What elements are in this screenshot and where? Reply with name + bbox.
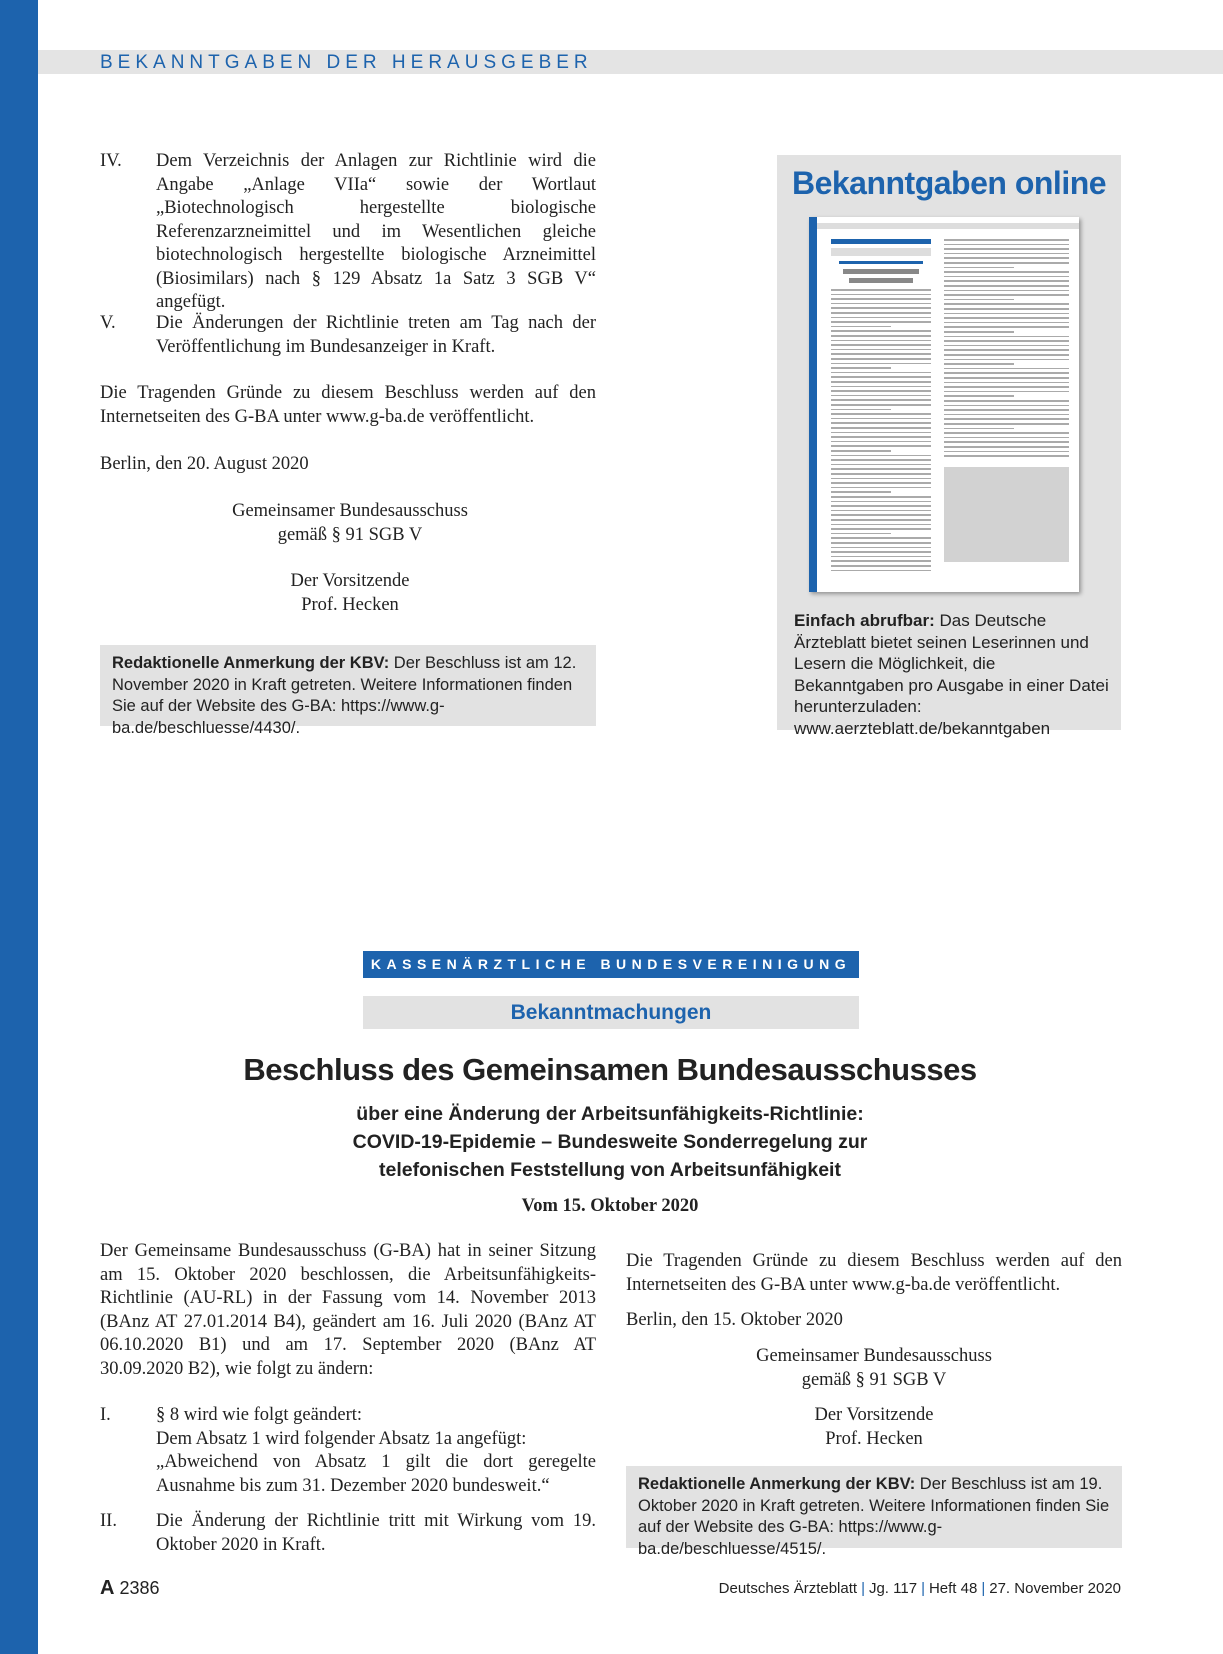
signature-name: Prof. Hecken bbox=[301, 594, 399, 615]
item-text: Die Änderungen der Richtlinie treten am Tag nach der Veröffentlichung im Bundesanzeiger in Kraft. bbox=[156, 313, 596, 357]
item-number: I. bbox=[100, 1405, 111, 1425]
item-number: V. bbox=[100, 313, 116, 333]
item-iv bbox=[100, 150, 596, 312]
item-text: Die Änderung der Richtlinie tritt mit Wirkung vom 19. Oktober 2020 in Kraft. bbox=[156, 1511, 596, 1555]
promo-title: Bekanntgaben online bbox=[791, 165, 1107, 201]
subtitle-line: telefonischen Feststellung von Arbeitsunfähigkeit bbox=[379, 1159, 841, 1181]
item-number: IV. bbox=[100, 151, 122, 171]
item-line: Dem Absatz 1 wird folgender Absatz 1a angefügt: bbox=[156, 1428, 527, 1449]
signature-org: Gemeinsamer Bundesausschuss bbox=[232, 501, 468, 521]
promo-label: Einfach abrufbar: bbox=[794, 611, 935, 630]
signature-org: Gemeinsamer Bundesausschuss bbox=[756, 1346, 992, 1366]
article-subtitle bbox=[300, 1100, 920, 1184]
category-bar: Bekanntmachungen bbox=[363, 996, 859, 1029]
signature-block bbox=[200, 500, 500, 617]
promo-body: Das Deutsche Ärzteblatt bietet seinen Leserinnen und Lesern die Möglichkeit, die Bekanntgaben pro Ausgabe in einer Datei herunterzuladen: www.aerzteblatt.de/bekanntgaben bbox=[794, 611, 1109, 738]
issue: Heft 48 bbox=[928, 1580, 978, 1597]
kbv-org-bar: KASSENÄRZTLICHE BUNDESVEREINIGUNG bbox=[363, 951, 859, 978]
item-text: Dem Verzeichnis der Anlagen zur Richtlinie wird die Angabe „Anlage VIIa“ sowie der Wortlaut „Biotechnologisch hergestellte biologische Referenzarzneimittel und im Wesentlichen gleiche biotechnologisch hergestellte biologische Arzneimittel (Biosimilars) nach § 129 Absatz 1a Satz 3 SGB V“ angefügt. bbox=[156, 151, 596, 312]
item-ii bbox=[100, 1510, 596, 1560]
signature-block bbox=[724, 1345, 1024, 1451]
place-date: Berlin, den 15. Oktober 2020 bbox=[626, 1310, 843, 1330]
note-text: Der Beschluss ist am 19. Oktober 2020 in Kraft getreten. Weitere Informationen finden Sie auf der Website des G-BA: https://www.g-ba.de/beschluesse/4515/. bbox=[638, 1475, 1110, 1558]
subtitle-line: über eine Änderung der Arbeitsunfähigkeits-Richtlinie: bbox=[356, 1103, 864, 1125]
signature-name: Prof. Hecken bbox=[825, 1428, 923, 1449]
resolution-date: Vom 15. Oktober 2020 bbox=[521, 1196, 699, 1216]
signature-role: Der Vorsitzende bbox=[290, 571, 410, 591]
item-number: II. bbox=[100, 1511, 117, 1531]
separator: | bbox=[861, 1580, 865, 1597]
signature-law: gemäß § 91 SGB V bbox=[277, 524, 423, 545]
reasons-paragraph: Die Tragenden Gründe zu diesem Beschluss werden auf den Internetseiten des G-BA unter www.g-ba.de veröffentlicht. bbox=[100, 383, 596, 427]
item-quote: „Abweichend von Absatz 1 gilt die dort geregelte Ausnahme bis zum 31. Dezember 2020 bundesweit.“ bbox=[156, 1452, 596, 1496]
item-i bbox=[100, 1404, 596, 1500]
item-line: § 8 wird wie folgt geändert: bbox=[156, 1405, 363, 1425]
left-accent-bar bbox=[0, 0, 38, 1654]
page-prefix: A bbox=[100, 1577, 115, 1599]
article-title: Beschluss des Gemeinsamen Bundesausschusses bbox=[243, 1052, 977, 1087]
page-number bbox=[100, 1577, 160, 1600]
promo-text bbox=[794, 610, 1109, 739]
issue-date: 27. November 2020 bbox=[989, 1580, 1121, 1597]
subtitle-line: COVID-19-Epidemie – Bundesweite Sonderregelung zur bbox=[352, 1131, 868, 1153]
item-body bbox=[156, 1404, 596, 1498]
separator: | bbox=[921, 1580, 925, 1597]
journal-name: Deutsches Ärzteblatt bbox=[718, 1580, 858, 1597]
item-v bbox=[100, 312, 596, 362]
footer-info bbox=[719, 1580, 1121, 1597]
editorial-note bbox=[626, 1466, 1122, 1558]
volume: Jg. 117 bbox=[868, 1580, 918, 1597]
signature-law: gemäß § 91 SGB V bbox=[801, 1369, 947, 1390]
note-label: Redaktionelle Anmerkung der KBV: bbox=[112, 654, 390, 672]
reasons-paragraph: Die Tragenden Gründe zu diesem Beschluss werden auf den Internetseiten des G-BA unter www.g-ba.de veröffentlicht. bbox=[626, 1251, 1122, 1295]
section-header: BEKANNTGABEN DER HERAUSGEBER bbox=[100, 52, 593, 73]
page-thumbnail bbox=[809, 217, 1079, 592]
note-label: Redaktionelle Anmerkung der KBV: bbox=[638, 1475, 916, 1493]
signature-role: Der Vorsitzende bbox=[814, 1405, 934, 1425]
editorial-note bbox=[100, 645, 596, 737]
note-text: Der Beschluss ist am 12. November 2020 in Kraft getreten. Weitere Informationen finden Sie auf der Website des G-BA: https://www.g-ba.de/beschluesse/4430/. bbox=[112, 654, 577, 737]
intro-paragraph: Der Gemeinsame Bundesausschuss (G-BA) hat in seiner Sitzung am 15. Oktober 2020 beschlossen, die Arbeitsunfähigkeits-Richtlinie (AU-RL) in der Fassung vom 14. November 2013 (BAnz AT 27.01.2014 B4), geändert am 16. Juli 2020 (BAnz AT 06.10.2020 B1) und am 17. September 2020 (BAnz AT 30.09.2020 B2), wie folgt zu ändern: bbox=[100, 1241, 596, 1379]
separator: | bbox=[981, 1580, 986, 1597]
place-date: Berlin, den 20. August 2020 bbox=[100, 454, 309, 474]
page-number-value: 2386 bbox=[119, 1578, 160, 1598]
online-promo-box bbox=[777, 155, 1121, 738]
